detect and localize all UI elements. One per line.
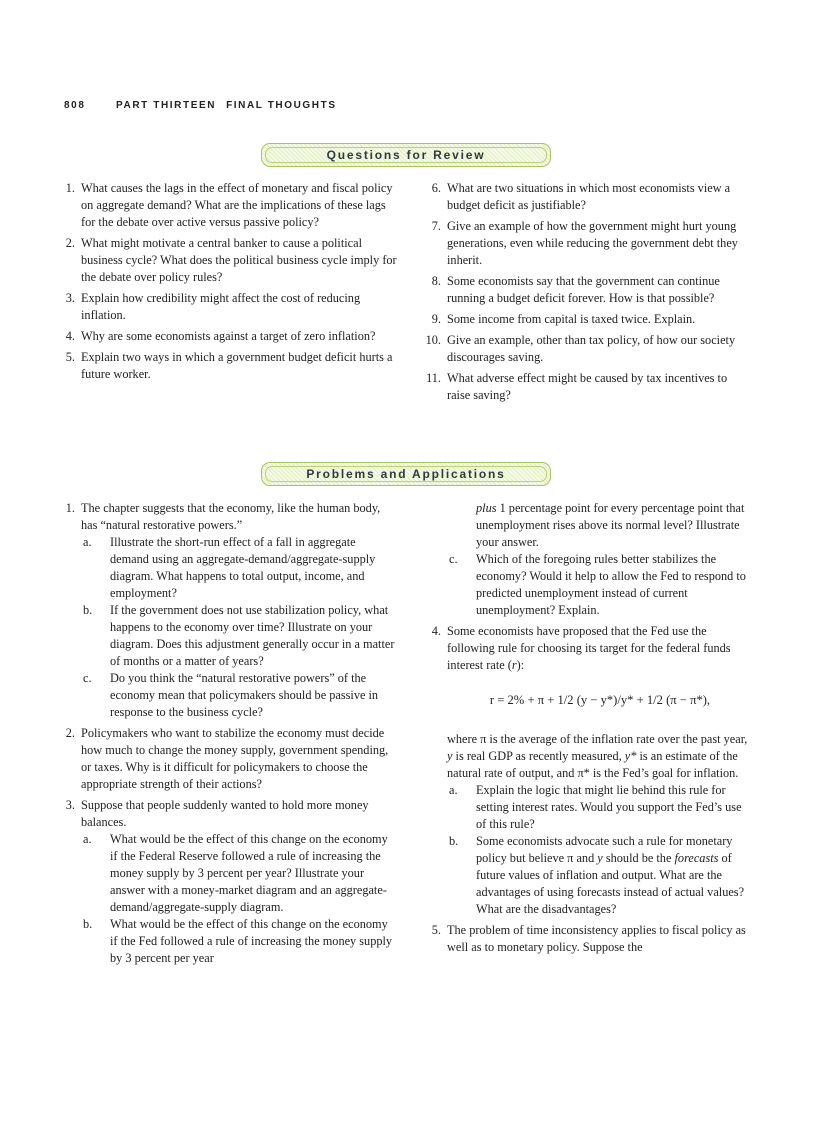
problem-item-continued xyxy=(417,551,753,619)
page-number: 808 xyxy=(64,100,86,111)
part-title: FINAL THOUGHTS xyxy=(226,100,337,111)
sub-question: c. Do you think the “natural restorative powers” of the economy mean that policymakers should be passive in response to the business cycle? xyxy=(83,671,379,719)
sub-question: b. If the government does not use stabilization policy, what happens to the economy over time? Illustrate on your diagram. Does this adjustment generally occur in a matter of months or a matter of years? xyxy=(83,603,395,668)
part-label: PART THIRTEEN xyxy=(116,100,217,111)
problem-item: 2. Policymakers who want to stabilize the economy must decide how much to change the money supply, government spending, or taxes. Why is it difficult for policymakers to choose the appropriate strength of their actions? xyxy=(65,726,389,791)
sub-question: a. Explain the logic that might lie behind this rule for setting interest rates. Would you support the Fed’s use of this rule? xyxy=(449,783,742,831)
sub-question-continued: plus 1 percentage point for every percentage point that unemployment rises above its normal level? Illustrate your answer. xyxy=(476,501,745,549)
problem-item: 4. Some economists have proposed that the Fed use the following rule for choosing its target for the federal funds interest rate (r): xyxy=(431,624,731,672)
review-column-left xyxy=(51,180,397,387)
questions-for-review-banner xyxy=(261,143,551,167)
review-question: 2. What might motivate a central banker to cause a political business cycle? What does the political business cycle imply for the debate over policy rules? xyxy=(65,236,397,284)
sub-question: b. What would be the effect of this change on the economy if the Fed followed a rule of increasing the money supply by 3 percent per year xyxy=(83,917,393,965)
sub-question: b. Some economists advocate such a rule for monetary policy but believe π and y should be the forecasts of future values of inflation and output. What are the advantages of using forecasts instead of actual values? What are the disadvantages? xyxy=(449,834,745,916)
review-question: 5. Explain two ways in which a government budget deficit hurts a future worker. xyxy=(65,350,393,381)
problem-item: 1. The chapter suggests that the economy, like the human body, has “natural restorative powers.” a. Illustrate the short-run effect of a fall in aggregate demand using an aggregate-demand/aggregate-supply diagram. What happens to total output, income, and employment? b. If the government does not use stabilization policy, what happens to the economy over time? Illustrate on your diagram. Does this adjustment generally occur in a matter of months or a matter of years? c. Do you think the “natural restorative powers” of the economy mean that policymakers should be passive in response to the business cycle? xyxy=(51,500,397,721)
taylor-rule-formula: r = 2% + π + 1/2 (y − y*)/y* + 1/2 (π − π*), xyxy=(489,693,711,707)
sub-question: a. What would be the effect of this change on the economy if the Federal Reserve followed a rule of increasing the money supply by 3 percent per year? Illustrate your answer with a money-market diagram and an aggregate-demand/aggregate-supply diagram. xyxy=(83,832,388,914)
review-column-right xyxy=(417,180,753,408)
problem-item: 3. Suppose that people suddenly wanted to hold more money balances. a. What would be the effect of this change on the economy if the Federal Reserve followed a rule of increasing the money supply by 3 percent per year? Illustrate your answer with a money-market diagram and an aggregate-demand/aggregate-supply diagram. b. What would be the effect of this change on the economy if the Fed followed a rule of increasing the money supply by 3 percent per year xyxy=(51,797,397,967)
review-question: 1. What causes the lags in the effect of monetary and fiscal policy on aggregate demand? What are the implications of these lags for the debate over active versus passive policy? xyxy=(65,181,393,229)
sub-question: a. Illustrate the short-run effect of a fall in aggregate demand using an aggregate-demand/aggregate-supply diagram. What happens to total output, income, and employment? xyxy=(83,535,376,600)
problems-and-applications-banner xyxy=(261,462,551,486)
problem-item-continued xyxy=(417,782,753,918)
review-question: 9. Some income from capital is taxed twice. Explain. xyxy=(431,312,696,326)
review-question: 11. What adverse effect might be caused by tax incentives to raise saving? xyxy=(426,371,728,402)
review-question: 8. Some economists say that the government can continue running a budget deficit forever. How is that possible? xyxy=(431,274,720,305)
review-question: 6. What are two situations in which most economists view a budget deficit as justifiable? xyxy=(431,181,731,212)
review-question: 10. Give an example, other than tax policy, of how our society discourages saving. xyxy=(425,333,736,364)
review-question: 3. Explain how credibility might affect the cost of reducing inflation. xyxy=(65,291,361,322)
review-question: 4. Why are some economists against a target of zero inflation? xyxy=(65,329,376,343)
formula-explanation: where π is the average of the inflation rate over the past year, y is real GDP as recently measured, y* is an estimate of the natural rate of output, and π* is the Fed’s goal for inflation. xyxy=(447,732,748,780)
problems-column-right xyxy=(417,500,753,960)
sub-question: c. Which of the foregoing rules better stabilizes the economy? Would it help to allow the Fed to respond to predicted unemployment instead of current unemployment? Explain. xyxy=(449,552,746,617)
problem-item: 5. The problem of time inconsistency applies to fiscal policy as well as to monetary policy. Suppose the xyxy=(431,923,746,954)
problems-and-applications-heading: Problems and Applications xyxy=(306,467,506,481)
running-header xyxy=(64,100,337,111)
problems-column-left xyxy=(51,500,397,971)
review-question: 7. Give an example of how the government might hurt young generations, even while reducing the government debt they inherit. xyxy=(431,219,738,267)
questions-for-review-heading: Questions for Review xyxy=(326,148,486,162)
